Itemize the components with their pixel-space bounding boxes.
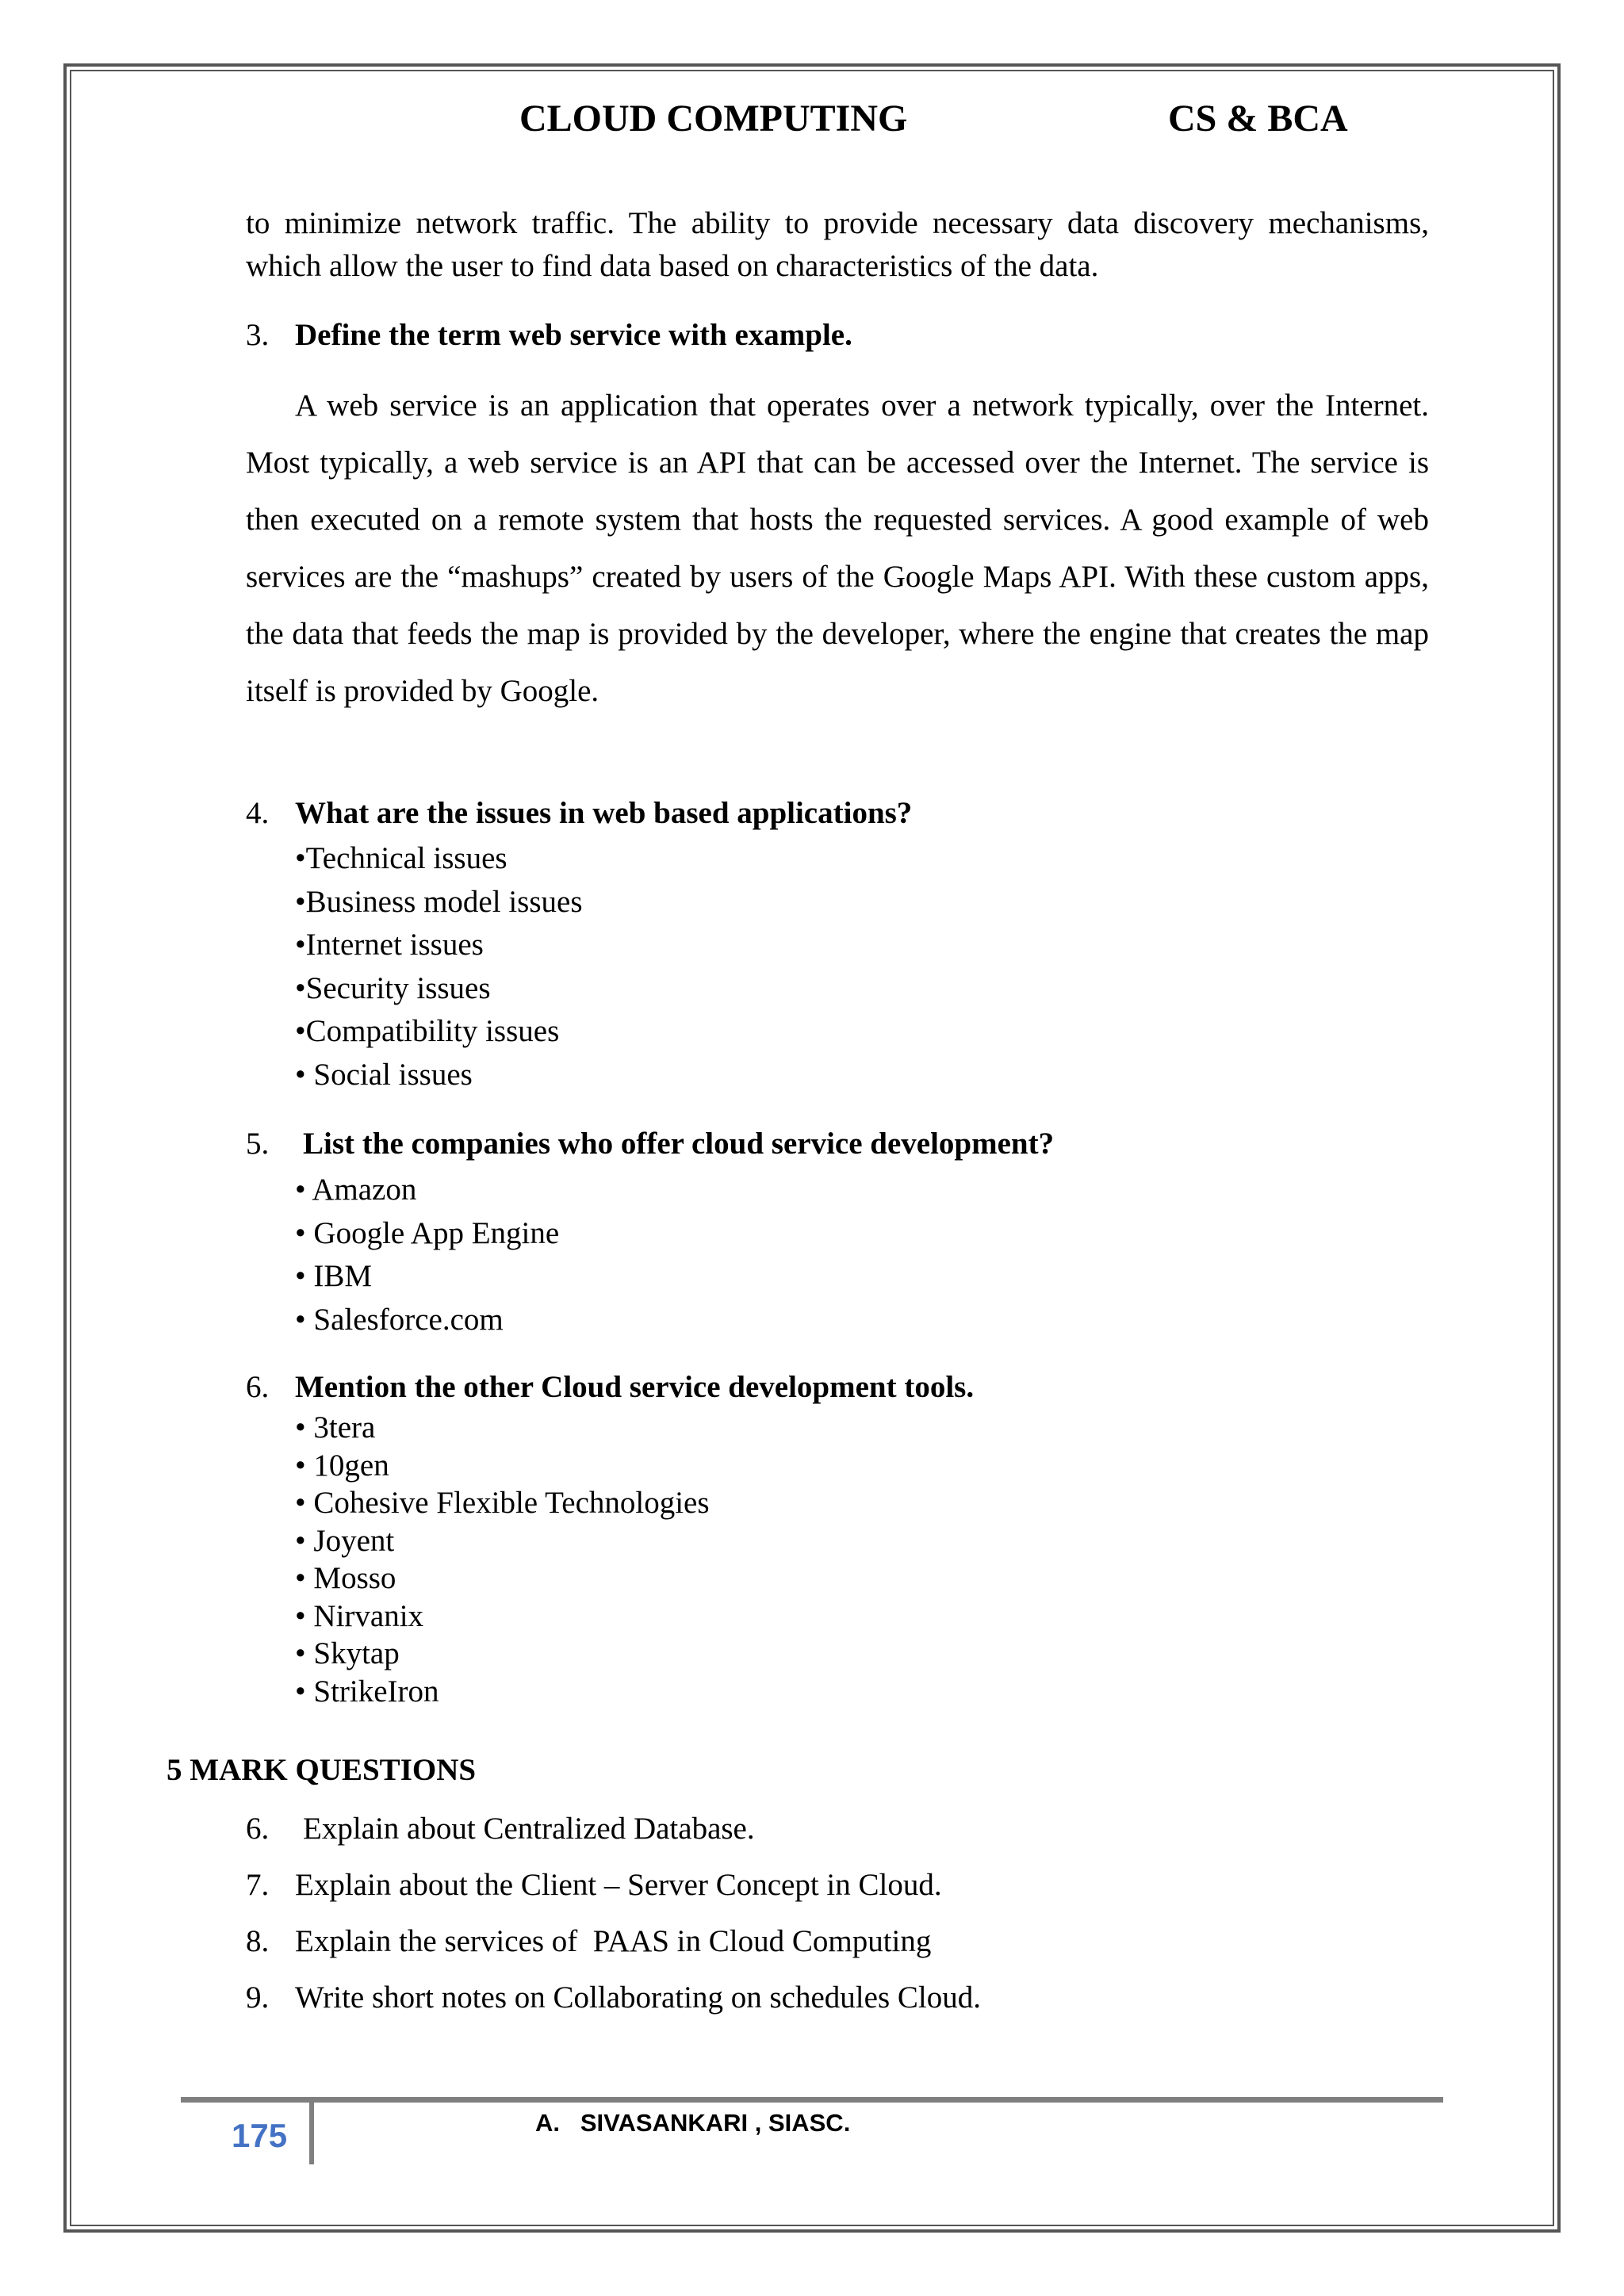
list-item: •Business model issues: [295, 884, 583, 919]
header-course: CS & BCA: [1168, 98, 1348, 140]
question-3-answer: A web service is an application that operates over a network typically, over the Internet. Most typically, a web service is an API that can be accessed over the Internet. The service is then executed on a remote system that hosts the requested services. A good example of web services are the “mashups” created by users of the Google Maps API. With these custom apps, the data that feeds the map is provided by the developer, where the engine that creates the map itself is provided by Google.: [246, 388, 1429, 708]
list-item: •Compatibility issues: [295, 1014, 560, 1048]
list-item: • Skytap: [295, 1636, 400, 1670]
list-item: •Security issues: [295, 970, 491, 1005]
question-5-number: 5.: [246, 1127, 270, 1161]
list-item: • Amazon: [295, 1173, 417, 1207]
question-text: Explain the services of PAAS in Cloud Computing: [295, 1924, 932, 1958]
question-5-text: List the companies who offer cloud service development?: [303, 1127, 1055, 1161]
list-item: • IBM: [295, 1259, 373, 1293]
list-item: • Nirvanix: [295, 1598, 424, 1633]
question-number: 7.: [246, 1868, 270, 1902]
list-item: •Internet issues: [295, 928, 484, 962]
question-number: 9.: [246, 1980, 270, 2015]
section-title: 5 MARK QUESTIONS: [167, 1753, 477, 1787]
question-number: 8.: [246, 1924, 270, 1958]
footer-rule: [181, 2097, 1443, 2103]
list-item: • Social issues: [295, 1057, 473, 1092]
question-6-number: 6.: [246, 1370, 270, 1404]
list-item: • Mosso: [295, 1561, 396, 1595]
header-title: CLOUD COMPUTING: [519, 98, 908, 140]
question-text: Explain about Centralized Database.: [303, 1812, 755, 1846]
question-4-text: What are the issues in web based applications?: [295, 796, 913, 830]
list-item: • StrikeIron: [295, 1674, 439, 1709]
page-number: 175: [232, 2117, 288, 2154]
question-number: 6.: [246, 1812, 270, 1846]
footer-author: A. SIVASANKARI , SIASC.: [535, 2109, 851, 2137]
footer-divider: [309, 2101, 314, 2164]
question-3-text: Define the term web service with example.: [295, 318, 852, 352]
list-item: • Cohesive Flexible Technologies: [295, 1486, 710, 1520]
list-item: •Technical issues: [295, 841, 508, 875]
companies-list: [295, 1169, 559, 1341]
intro-paragraph: to minimize network traffic. The ability to provide necessary data discovery mechanisms, which allow the user to find data based on characteristics of the data.: [246, 206, 1429, 283]
question-6-text: Mention the other Cloud service development tools.: [295, 1370, 975, 1404]
list-item: • 10gen: [295, 1448, 389, 1483]
tools-list: [295, 1409, 710, 1710]
list-item: • 3tera: [295, 1410, 376, 1445]
question-3-number: 3.: [246, 318, 270, 352]
issues-list: [295, 837, 583, 1096]
list-item: • Joyent: [295, 1523, 395, 1558]
question-text: Write short notes on Collaborating on schedules Cloud.: [295, 1980, 981, 2015]
question-4-number: 4.: [246, 796, 270, 830]
list-item: • Google App Engine: [295, 1215, 560, 1250]
list-item: • Salesforce.com: [295, 1302, 504, 1337]
question-text: Explain about the Client – Server Concept in Cloud.: [295, 1868, 942, 1902]
